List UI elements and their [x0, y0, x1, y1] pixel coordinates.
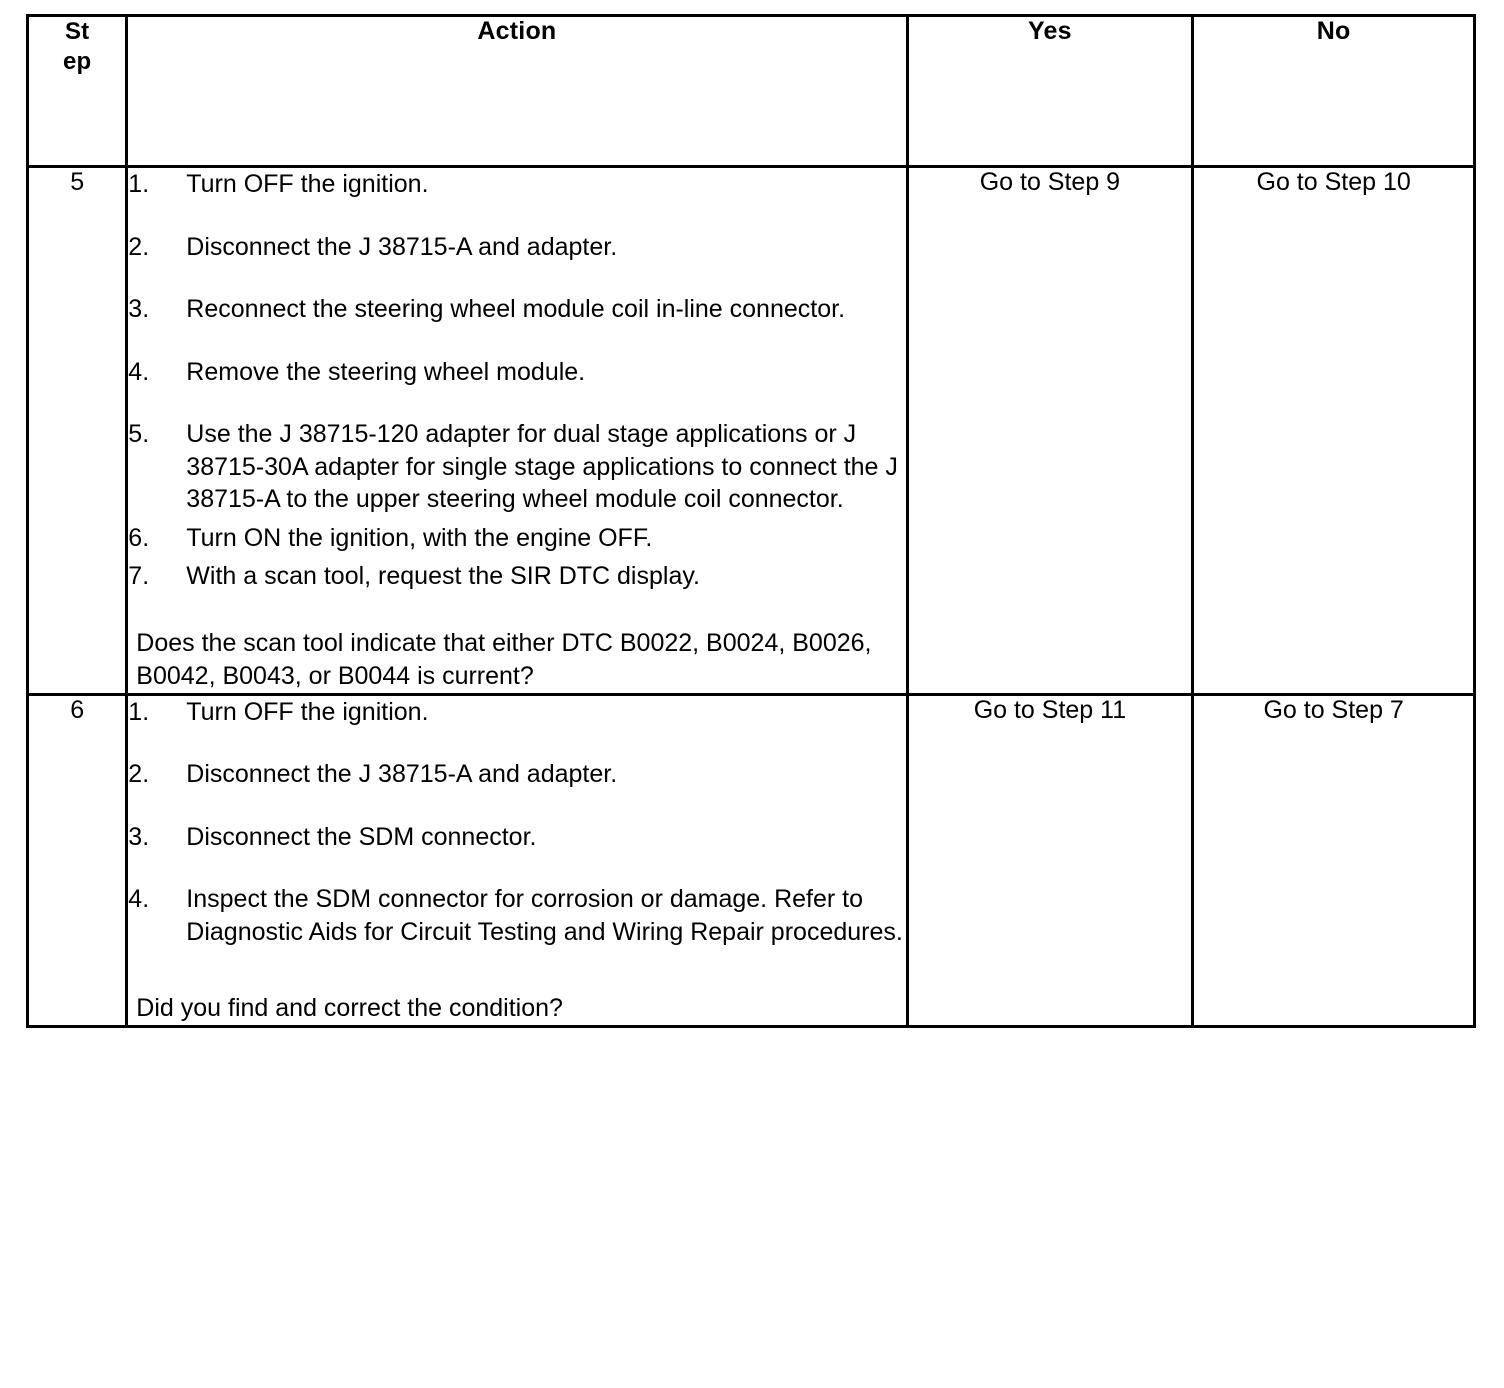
list-item-text: With a scan tool, request the SIR DTC display.: [186, 562, 700, 590]
list-item-text: Disconnect the J 38715-A and adapter.: [186, 760, 618, 788]
list-item: [128, 883, 905, 948]
list-item-number: 3.: [128, 295, 150, 323]
list-item: [128, 231, 905, 264]
column-header-step-line2: ep: [62, 48, 92, 75]
action-list-step-6: [128, 696, 905, 949]
column-header-step: [28, 16, 127, 167]
action-list-step-5: [128, 168, 905, 593]
column-header-no: No: [1193, 16, 1475, 167]
list-item-text: Remove the steering wheel module.: [186, 357, 586, 386]
list-item: [128, 356, 905, 389]
decision-question-step-5: Does the scan tool indicate that either DTC B0022, B0024, B0026, B0042, B0043, or B0044 is current?: [136, 628, 872, 690]
list-item-text: Disconnect the J 38715-A and adapter.: [186, 232, 618, 261]
table-header: [28, 16, 1475, 167]
action-cell-step-5: [127, 167, 907, 695]
header-row: [28, 16, 1475, 167]
step-number-5: 5: [28, 167, 127, 695]
action-cell-step-6: [127, 694, 907, 1027]
list-item-number: 5.: [128, 420, 150, 448]
list-item: [128, 560, 905, 593]
table-row: [28, 167, 1475, 695]
list-item-number: 4.: [128, 357, 150, 386]
step-number-6: 6: [28, 694, 127, 1027]
list-item-number: 3.: [128, 822, 150, 851]
list-item: [128, 293, 905, 326]
yes-branch-step-5: Go to Step 9: [907, 167, 1193, 695]
list-item: [128, 168, 905, 201]
list-item-number: 2.: [128, 232, 150, 261]
decision-question-step-6: Did you find and correct the condition?: [136, 994, 563, 1022]
list-item-text: Disconnect the SDM connector.: [186, 822, 537, 851]
list-item-number: 4.: [128, 885, 150, 913]
no-branch-step-6: Go to Step 7: [1193, 694, 1475, 1027]
yes-branch-step-6: Go to Step 11: [907, 694, 1193, 1027]
list-item: [128, 522, 905, 555]
column-header-action: Action: [127, 16, 907, 167]
column-header-step-line1: St: [64, 18, 90, 45]
list-item: [128, 696, 905, 729]
table-body: [28, 167, 1475, 1027]
list-item-number: 6.: [128, 523, 150, 552]
list-item: [128, 821, 905, 854]
list-item-number: 1.: [128, 697, 150, 726]
list-item-number: 2.: [128, 760, 150, 788]
list-item-text: Inspect the SDM connector for corrosion or damage. Refer to Diagnostic Aids for Circuit Testing and Wiring Repair procedures.: [186, 885, 903, 946]
list-item-text: Turn OFF the ignition.: [186, 697, 429, 726]
table-row: [28, 694, 1475, 1027]
column-header-yes: Yes: [907, 16, 1193, 167]
diagnostic-procedure-table: [26, 14, 1476, 1028]
list-item-number: 7.: [128, 562, 150, 590]
list-item: [128, 418, 905, 516]
list-item-number: 1.: [128, 170, 150, 198]
list-item-text: Turn OFF the ignition.: [186, 170, 429, 198]
list-item-text: Use the J 38715-120 adapter for dual stage applications or J 38715-30A adapter for single stage applications to connect the J 38715-A to the upper steering wheel module coil connector.: [186, 420, 898, 513]
list-item-text: Reconnect the steering wheel module coil in-line connector.: [186, 295, 846, 323]
list-item: [128, 758, 905, 791]
no-branch-step-5: Go to Step 10: [1193, 167, 1475, 695]
list-item-text: Turn ON the ignition, with the engine OFF.: [186, 523, 653, 552]
